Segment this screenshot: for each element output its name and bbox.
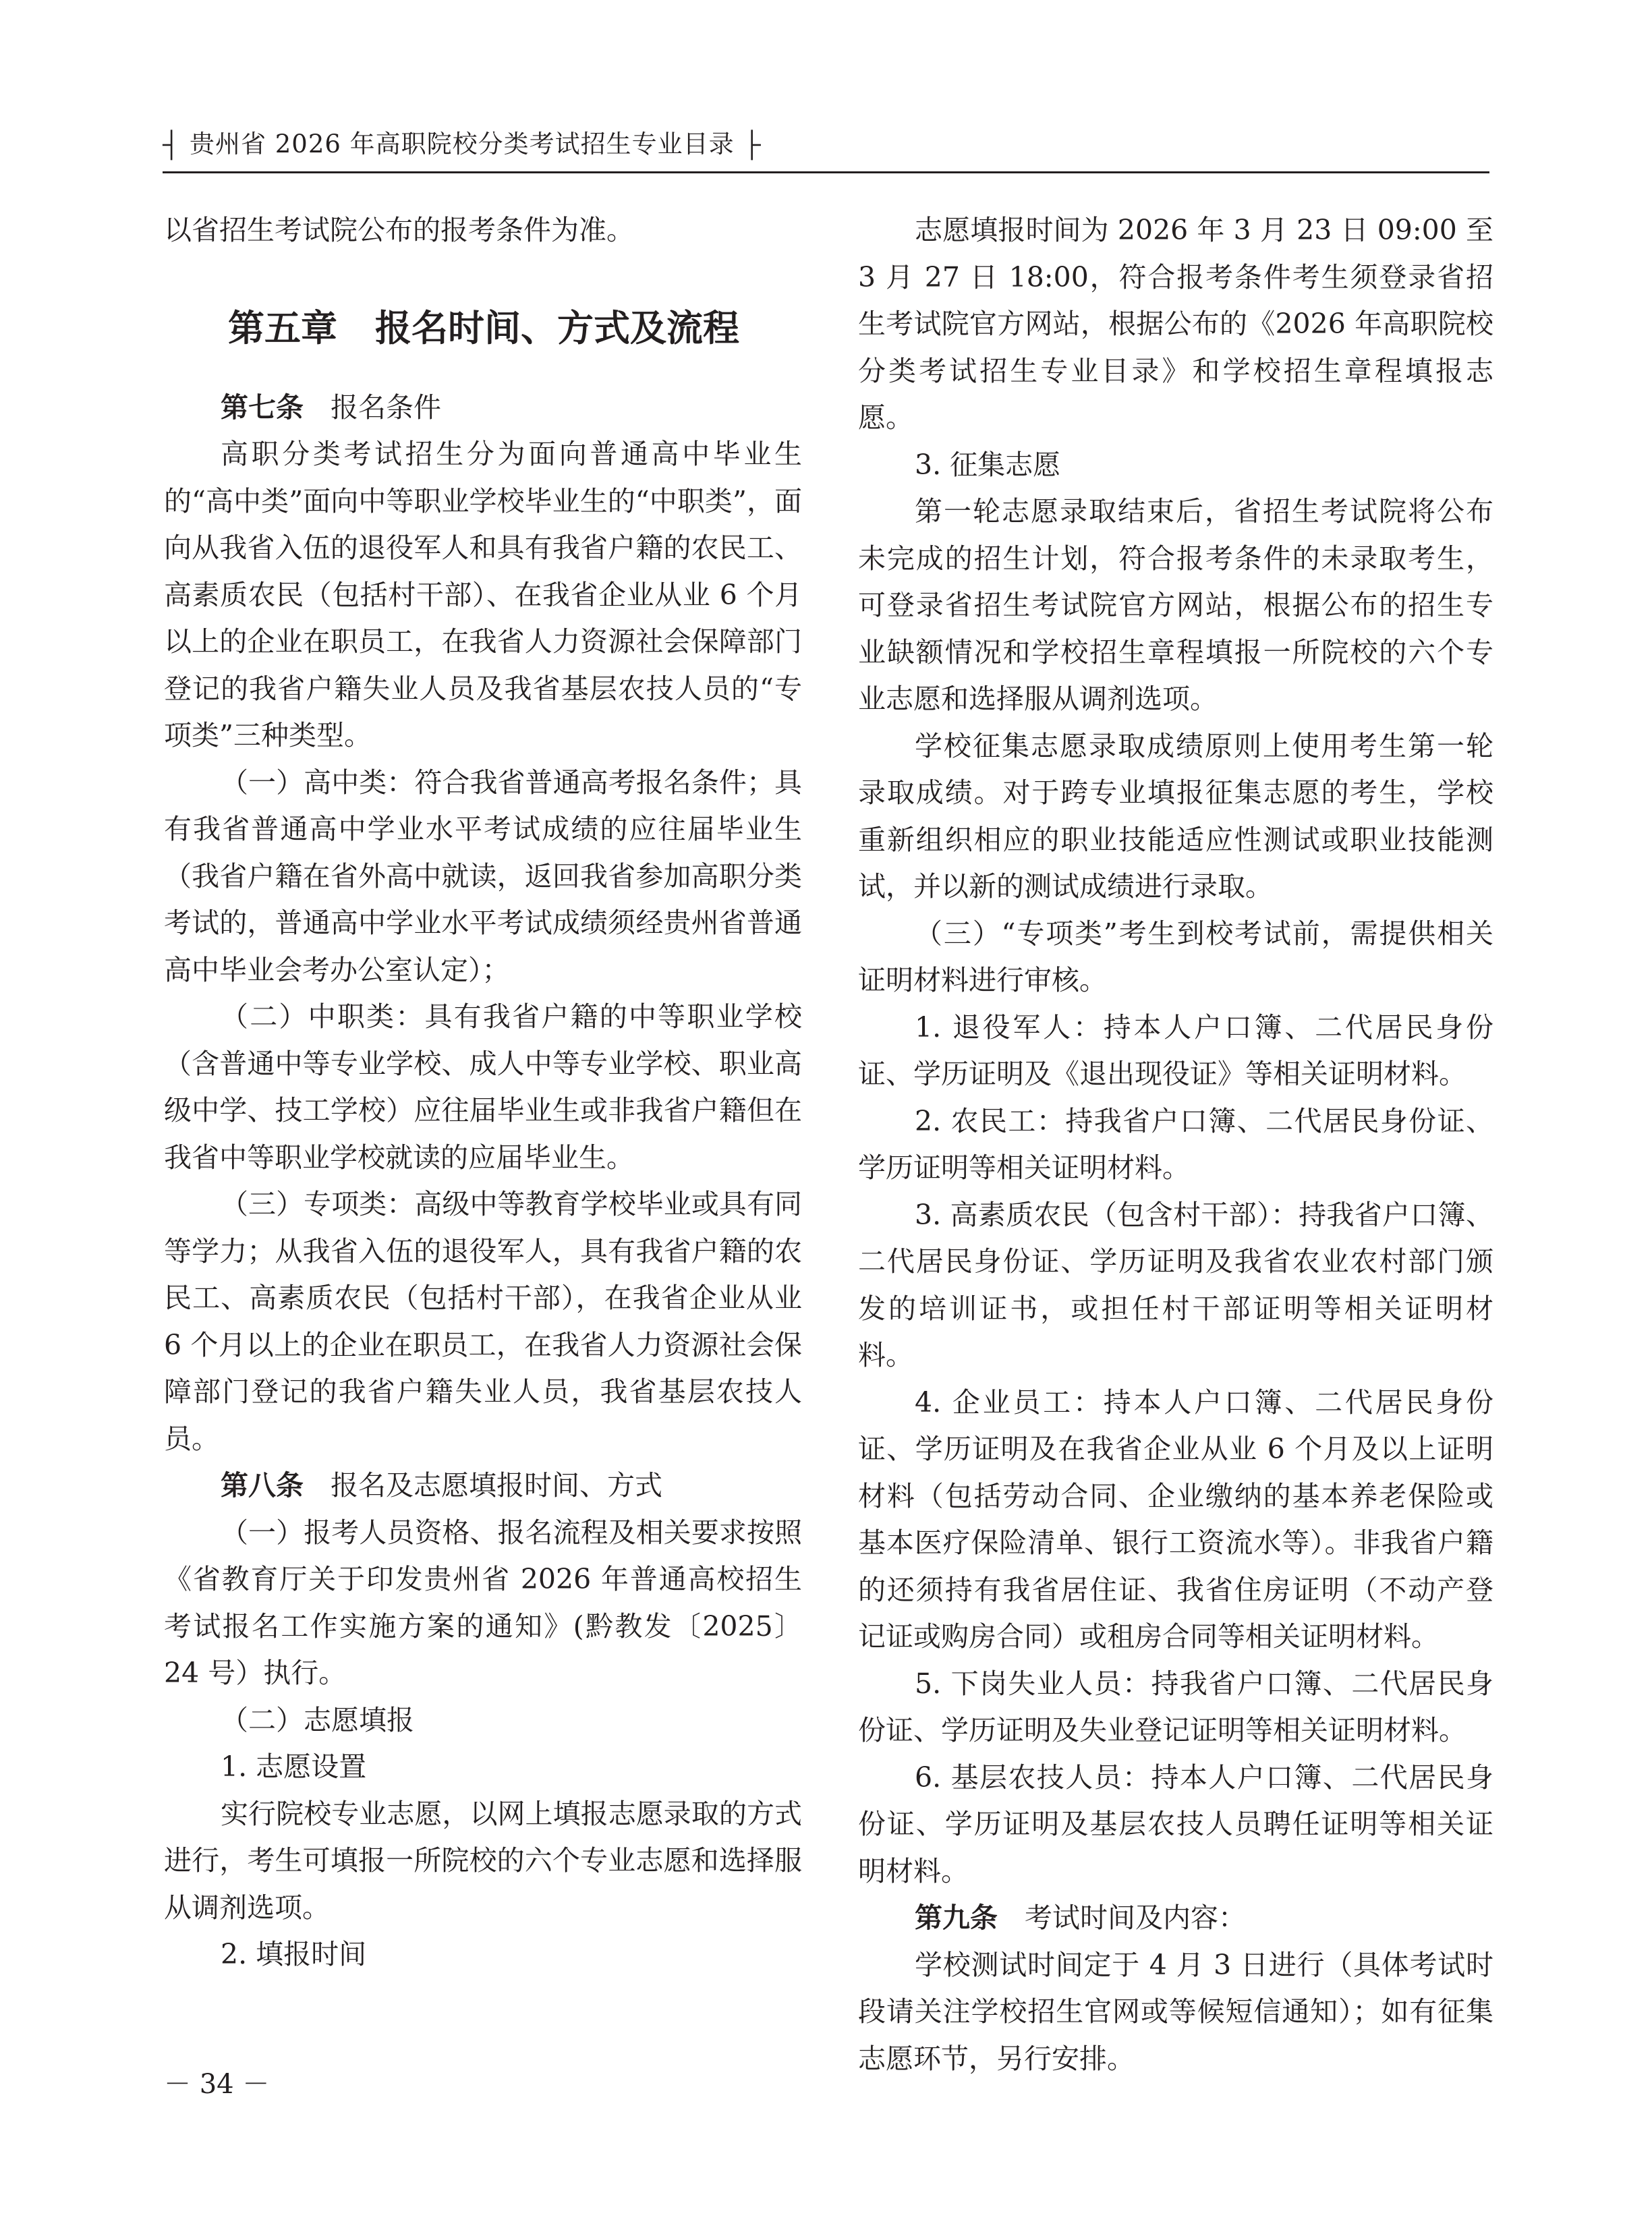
chapter-number: 第五章 bbox=[228, 306, 337, 349]
paragraph: （二）志愿填报 bbox=[221, 1703, 414, 1736]
article-label: 第九条 bbox=[915, 1902, 998, 1934]
running-header bbox=[163, 125, 762, 163]
paragraph: （一）高中类：符合我省普通高考报名条件；具有我省普通高中学业水平考试成绩的应往届毕业生（我省户籍在省外高中就读，返回我省参加高职分类考试的，普通高中学业水平考试成绩须经贵州省普通高中毕业会考办公室认定）； bbox=[164, 766, 802, 986]
paragraph: 以省招生考试院公布的报考条件为准。 bbox=[164, 214, 634, 246]
paragraph: 1. 志愿设置 bbox=[221, 1750, 367, 1783]
paragraph: （二）中职类：具有我省户籍的中等职业学校（含普通中等专业学校、成人中等专业学校、职业高级中学、技工学校）应往届毕业生或非我省户籍但在我省中等职业学校就读的应届毕业生。 bbox=[164, 1000, 802, 1174]
chapter-heading bbox=[228, 305, 802, 352]
article-title: 报名条件 bbox=[331, 391, 441, 424]
paragraph: 实行院校专业志愿，以网上填报志愿录取的方式进行，考生可填报一所院校的六个专业志愿和选择服从调剂选项。 bbox=[164, 1797, 802, 1924]
header-right-mark: ├ bbox=[743, 130, 762, 159]
paragraph: 学校测试时间定于 4 月 3 日进行（具体考试时段请关注学校招生官网或等候短信通知）；如有征集志愿环节，另行安排。 bbox=[858, 1948, 1493, 2075]
paragraph: 3. 征集志愿 bbox=[915, 448, 1061, 481]
paragraph: 高职分类考试招生分为面向普通高中毕业生的“高中类”面向中等职业学校毕业生的“中职类”，面向从我省入伍的退役军人和具有我省户籍的农民工、高素质农民（包括村干部）、在我省企业从业 6 个月以上的企业在职员工，在我省人力资源社会保障部门登记的我省户籍失业人员及我省基层农技人员的“专项类”三种类型。 bbox=[164, 438, 802, 751]
article-title: 报名及志愿填报时间、方式 bbox=[331, 1469, 662, 1502]
paragraph: 3. 高素质农民（包含村干部）：持我省户口簿、二代居民身份证、学历证明及我省农业农村部门颁发的培训证书，或担任村干部证明等相关证明材料。 bbox=[858, 1198, 1493, 1371]
paragraph: 5. 下岗失业人员：持我省户口簿、二代居民身份证、学历证明及失业登记证明等相关证明材料。 bbox=[858, 1667, 1493, 1746]
paragraph: （三）“专项类”考生到校考试前，需提供相关证明材料进行审核。 bbox=[858, 917, 1493, 996]
chapter-title: 报名时间、方式及流程 bbox=[375, 306, 739, 349]
article-heading bbox=[164, 1462, 802, 1510]
paragraph: 6. 基层农技人员：持本人户口簿、二代居民身份证、学历证明及基层农技人员聘任证明等相关证明材料。 bbox=[858, 1761, 1493, 1887]
article-label: 第八条 bbox=[221, 1469, 304, 1502]
paragraph: 1. 退役军人：持本人户口簿、二代居民身份证、学历证明及《退出现役证》等相关证明材料。 bbox=[858, 1010, 1493, 1090]
header-rule bbox=[163, 171, 1489, 173]
paragraph: 2. 农民工：持我省户口簿、二代居民身份证、学历证明等相关证明材料。 bbox=[858, 1104, 1493, 1184]
header-left-mark: ┤ bbox=[163, 130, 181, 159]
article-label: 第七条 bbox=[221, 391, 304, 424]
article-title: 考试时间及内容： bbox=[1025, 1902, 1246, 1934]
header-title: 贵州省 2026 年高职院校分类考试招生专业目录 bbox=[189, 130, 735, 159]
paragraph: 志愿填报时间为 2026 年 3 月 23 日 09:00 至 3 月 27 日 18:00，符合报考条件考生须登录省招生考试院官方网站，根据公布的《2026 年高职院校分类考试招生专业目录》和学校招生章程填报志愿。 bbox=[858, 214, 1493, 434]
paragraph: 4. 企业员工：持本人户口簿、二代居民身份证、学历证明及在我省企业从业 6 个月及以上证明材料（包括劳动合同、企业缴纳的基本养老保险或基本医疗保险清单、银行工资流水等）。非我省户籍的还须持有我省居住证、我省住房证明（不动产登记证或购房合同）或租房合同等相关证明材料。 bbox=[858, 1386, 1493, 1653]
page-number: － 34 － bbox=[164, 2069, 270, 2100]
article-heading bbox=[164, 384, 802, 432]
paragraph: 2. 填报时间 bbox=[221, 1938, 367, 1970]
paragraph: 学校征集志愿录取成绩原则上使用考生第一轮录取成绩。对于跨专业填报征集志愿的考生，学校重新组织相应的职业技能适应性测试或职业技能测试，并以新的测试成绩进行录取。 bbox=[858, 729, 1493, 903]
left-column bbox=[164, 207, 802, 1978]
right-column bbox=[858, 207, 1493, 2082]
paragraph: （一）报考人员资格、报名流程及相关要求按照《省教育厅关于印发贵州省 2026 年普通高校招生考试报名工作实施方案的通知》(黔教发〔2025〕24 号）执行。 bbox=[164, 1516, 802, 1689]
paragraph: （三）专项类：高级中等教育学校毕业或具有同等学力；从我省入伍的退役军人，具有我省户籍的农民工、高素质农民（包括村干部），在我省企业从业 6 个月以上的企业在职员工，在我省人力资源社会保障部门登记的我省户籍失业人员，我省基层农技人员。 bbox=[164, 1188, 802, 1455]
article-heading bbox=[858, 1895, 1493, 1942]
paragraph: 第一轮志愿录取结束后，省招生考试院将公布未完成的招生计划，符合报考条件的未录取考生，可登录省招生考试院官方网站，根据公布的招生专业缺额情况和学校招生章程填报一所院校的六个专业志愿和选择服从调剂选项。 bbox=[858, 495, 1493, 715]
